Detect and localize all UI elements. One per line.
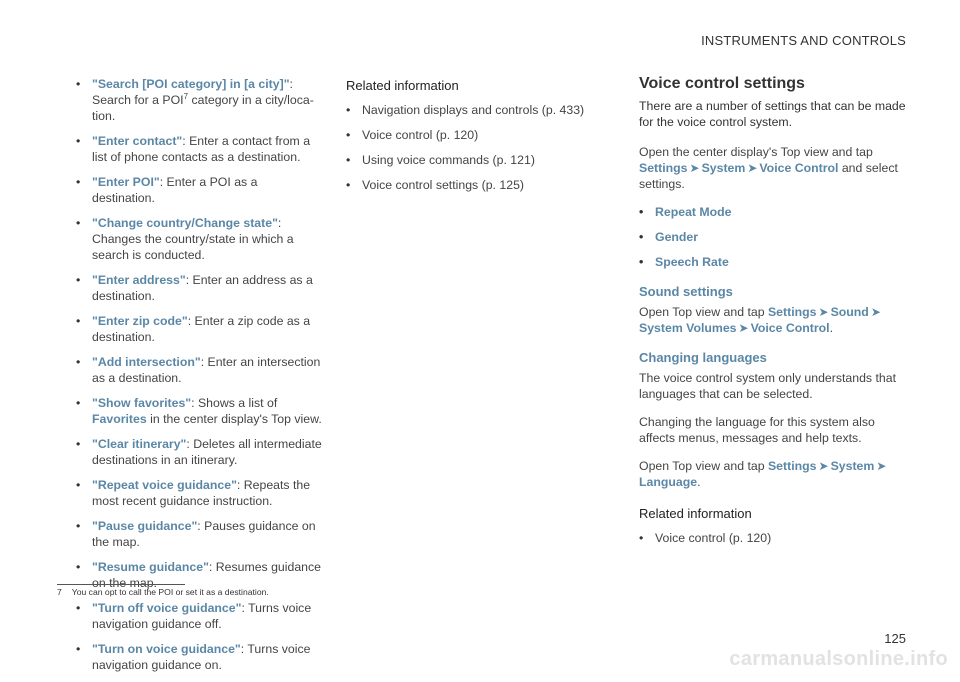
command-desc: : Changes the country/state in which a search is conducted. bbox=[92, 216, 294, 262]
lang-paragraph: The voice control system only understands that languages that can be selected. bbox=[639, 371, 896, 401]
arrow-right-icon: ➤ bbox=[876, 459, 887, 473]
list-item bbox=[76, 477, 322, 509]
related-link[interactable]: • Voice control settings (p. 125) bbox=[346, 177, 596, 193]
list-item bbox=[76, 215, 322, 263]
sound-settings-heading: Sound settings bbox=[639, 284, 733, 299]
command-term: "Add intersection" bbox=[92, 355, 201, 369]
related-link[interactable]: • Voice control (p. 120) bbox=[346, 127, 596, 143]
instruction-text: Open Top view and tap bbox=[639, 305, 768, 319]
related-links bbox=[346, 102, 596, 193]
command-desc: : Enter a zip code as a destination. bbox=[92, 314, 311, 344]
menu-item-system: System bbox=[830, 459, 875, 473]
command-desc: : Turns voice navigation guidance off. bbox=[92, 601, 312, 631]
list-item: • "Search [POI category] in [a city]": Search for a POI$^7$ category in a city/loca-tion. bbox=[76, 76, 322, 124]
running-header: INSTRUMENTS AND CONTROLS bbox=[701, 33, 906, 48]
list-item bbox=[76, 395, 322, 427]
arrow-right-icon: ➤ bbox=[738, 321, 749, 335]
related-links bbox=[639, 530, 907, 546]
command-desc: : Enter a POI as a destination. bbox=[92, 175, 258, 205]
instruction-text: Open the center display's Top view and tap bbox=[639, 145, 873, 159]
command-term: "Turn off voice guidance" bbox=[92, 601, 242, 615]
command-desc: : Repeats the most recent guidance instruction. bbox=[92, 478, 311, 508]
arrow-right-icon: ➤ bbox=[818, 459, 829, 473]
command-term: "Resume guidance" bbox=[92, 560, 209, 574]
option-speech-rate: • Speech Rate bbox=[639, 254, 907, 270]
related-link[interactable]: • Using voice commands (p. 121) bbox=[346, 152, 596, 168]
menu-path-paragraph bbox=[639, 144, 907, 192]
option-repeat-mode: • Repeat Mode bbox=[639, 204, 907, 220]
menu-item-language: Language bbox=[639, 475, 698, 489]
menu-item-system: System bbox=[701, 161, 746, 175]
lang-path-paragraph: Open Top view and tap Settings ➤ System ➤ Language. bbox=[639, 459, 887, 489]
command-desc: : Pauses guidance on the map. bbox=[92, 519, 316, 549]
related-info-heading: Related information bbox=[639, 506, 752, 521]
related-link[interactable]: • Voice control (p. 120) bbox=[639, 530, 907, 546]
command-term: "Enter POI" bbox=[92, 175, 160, 189]
instruction-text: and select settings. bbox=[639, 161, 898, 191]
section-intro: There are a number of settings that can be made for the voice control system. bbox=[639, 99, 906, 129]
command-term: "Clear itinerary" bbox=[92, 437, 187, 451]
command-desc: : Deletes all intermediate destinations in an itinerary. bbox=[92, 437, 322, 467]
list-item bbox=[76, 133, 322, 165]
arrow-right-icon: ➤ bbox=[818, 305, 829, 319]
command-desc: : Shows a list of bbox=[191, 396, 278, 410]
footnote-divider bbox=[57, 584, 185, 585]
list-item bbox=[76, 641, 322, 673]
watermark: carmanualsonline.info bbox=[729, 648, 948, 670]
command-term: "Pause guidance" bbox=[92, 519, 198, 533]
footnote-text: You can opt to call the POI or set it as a destination. bbox=[71, 587, 269, 597]
list-item bbox=[76, 272, 322, 304]
command-desc: : Enter a contact from a list of phone contacts as a destination. bbox=[92, 134, 311, 164]
related-info-column bbox=[346, 76, 596, 202]
menu-item-voice-control: Voice Control bbox=[759, 161, 839, 175]
command-term: "Enter contact" bbox=[92, 134, 183, 148]
command-term: "Change country/Change state" bbox=[92, 216, 278, 230]
inline-term: Favorites bbox=[92, 412, 147, 426]
menu-item-settings: Settings bbox=[767, 305, 817, 319]
command-term: "Enter address" bbox=[92, 273, 186, 287]
menu-item-settings: Settings bbox=[639, 161, 688, 175]
command-desc: Search for a POI bbox=[92, 93, 184, 107]
command-desc: category in a city/loca-tion. bbox=[92, 93, 314, 123]
command-desc: : Enter an intersection as a destination. bbox=[92, 355, 321, 385]
list-item bbox=[76, 354, 322, 386]
arrow-right-icon: ➤ bbox=[689, 161, 700, 175]
menu-item-sound: Sound bbox=[830, 305, 869, 319]
list-item bbox=[76, 313, 322, 345]
option-gender: • Gender bbox=[639, 229, 907, 245]
footnote bbox=[57, 587, 269, 597]
related-info-heading: Related information bbox=[346, 78, 459, 93]
command-desc: : Enter an address as a destination. bbox=[92, 273, 313, 303]
changing-languages-heading: Changing languages bbox=[639, 350, 767, 365]
voice-settings-column bbox=[639, 76, 907, 555]
instruction-text: Open Top view and tap bbox=[639, 459, 768, 473]
page-number: 125 bbox=[884, 631, 906, 646]
command-term: "Enter zip code" bbox=[92, 314, 188, 328]
arrow-right-icon: ➤ bbox=[747, 161, 758, 175]
command-desc: : Resumes guidance on the map. bbox=[92, 560, 322, 590]
section-title: Voice control settings bbox=[639, 75, 805, 92]
list-item bbox=[76, 600, 322, 632]
command-desc: in the center display's Top view. bbox=[146, 412, 322, 426]
settings-options bbox=[639, 204, 907, 270]
command-term: "Show favorites" bbox=[92, 396, 192, 410]
list-item bbox=[76, 518, 322, 550]
related-link[interactable]: • Navigation displays and controls (p. 433) bbox=[346, 102, 596, 118]
menu-item-system-volumes: System Volumes bbox=[639, 321, 737, 335]
menu-item-voice-control: Voice Control bbox=[750, 321, 830, 335]
list-item bbox=[76, 174, 322, 206]
arrow-right-icon: ➤ bbox=[870, 305, 881, 319]
command-desc: : Turns voice navigation guidance on. bbox=[92, 642, 311, 672]
footnote-number: 7 bbox=[57, 587, 62, 597]
sound-path-paragraph: Open Top view and tap Settings ➤ Sound ➤ System Volumes ➤ Voice Control. bbox=[639, 305, 881, 335]
menu-item-settings: Settings bbox=[767, 459, 817, 473]
command-term: "Repeat voice guidance" bbox=[92, 478, 237, 492]
command-term: "Turn on voice guidance" bbox=[92, 642, 241, 656]
footnote-ref: 7 bbox=[183, 91, 189, 101]
lang-paragraph: Changing the language for this system also affects menus, messages and help texts. bbox=[639, 415, 875, 445]
command-term: "Search [POI category] in [a city]" bbox=[92, 77, 290, 91]
list-item bbox=[76, 436, 322, 468]
